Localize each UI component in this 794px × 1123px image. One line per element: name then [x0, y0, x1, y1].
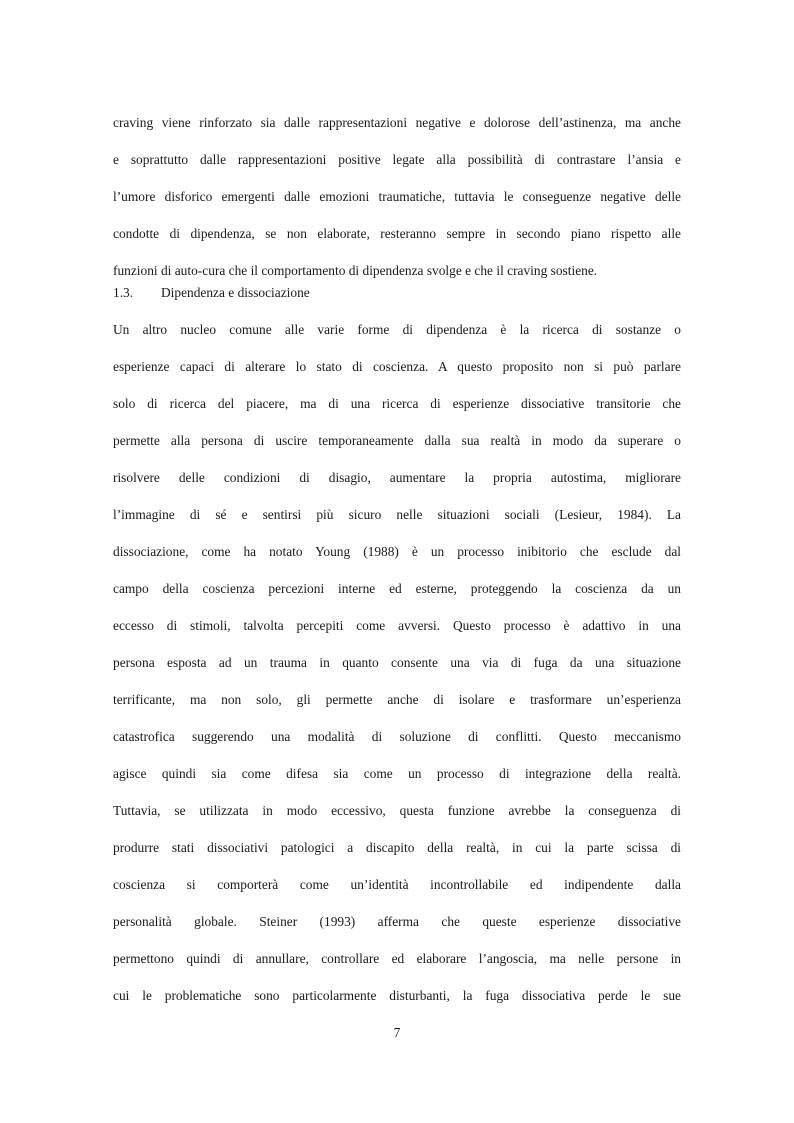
text-line: personalità globale. Steiner (1993) afferma che queste esperienze dissociative [113, 914, 681, 929]
text-line: e soprattutto dalle rappresentazioni positive legate alla possibilità di contrastare l’ansia e [113, 152, 681, 167]
text-line: campo della coscienza percezioni interne ed esterne, proteggendo la coscienza da un [113, 581, 681, 596]
text-line: Tuttavia, se utilizzata in modo eccessivo, questa funzione avrebbe la conseguenza di [113, 803, 681, 818]
text-line: l’immagine di sé e sentirsi più sicuro nelle situazioni sociali (Lesieur, 1984). La [113, 507, 681, 522]
section-title: Dipendenza e dissociazione [161, 285, 310, 300]
text-line: permettono quindi di annullare, controllare ed elaborare l’angoscia, ma nelle persone in [113, 951, 681, 966]
section-number: 1.3. [113, 285, 134, 300]
text-line: Un altro nucleo comune alle varie forme di dipendenza è la ricerca di sostanze o [113, 322, 681, 337]
text-line: cui le problematiche sono particolarmente disturbanti, la fuga dissociativa perde le sue [113, 988, 681, 1003]
paragraph-2 [113, 311, 681, 1014]
text-line: permette alla persona di uscire temporaneamente dalla sua realtà in modo da superare o [113, 433, 681, 448]
text-line: solo di ricerca del piacere, ma di una ricerca di esperienze dissociative transitorie che [113, 396, 681, 411]
text-line: agisce quindi sia come difesa sia come un processo di integrazione della realtà. [113, 766, 681, 781]
text-line: l’umore disforico emergenti dalle emozioni traumatiche, tuttavia le conseguenze negative delle [113, 189, 681, 204]
text-line: persona esposta ad un trauma in quanto consente una via di fuga da una situazione [113, 655, 681, 670]
text-line: risolvere delle condizioni di disagio, aumentare la propria autostima, migliorare [113, 470, 681, 485]
paragraph-1 [113, 104, 681, 289]
text-line: craving viene rinforzato sia dalle rappresentazioni negative e dolorose dell’astinenza, ma anche [113, 115, 681, 130]
text-line: catastrofica suggerendo una modalità di soluzione di conflitti. Questo meccanismo [113, 729, 681, 744]
text-line: condotte di dipendenza, se non elaborate, resteranno sempre in secondo piano rispetto alle [113, 226, 681, 241]
section-heading [113, 278, 310, 308]
text-line: esperienze capaci di alterare lo stato di coscienza. A questo proposito non si può parlare [113, 359, 681, 374]
text-line: produrre stati dissociativi patologici a discapito della realtà, in cui la parte scissa di [113, 840, 681, 855]
text-line: eccesso di stimoli, talvolta percepiti come avversi. Questo processo è adattivo in una [113, 618, 681, 633]
page-number: 7 [393, 1025, 401, 1040]
text-line: dissociazione, come ha notato Young (1988) è un processo inibitorio che esclude dal [113, 544, 681, 559]
text-line: coscienza si comporterà come un’identità incontrollabile ed indipendente dalla [113, 877, 681, 892]
text-line: terrificante, ma non solo, gli permette anche di isolare e trasformare un’esperienza [113, 692, 681, 707]
text-line: funzioni di auto-cura che il comportamento di dipendenza svolge e che il craving sostiene. [113, 263, 598, 278]
